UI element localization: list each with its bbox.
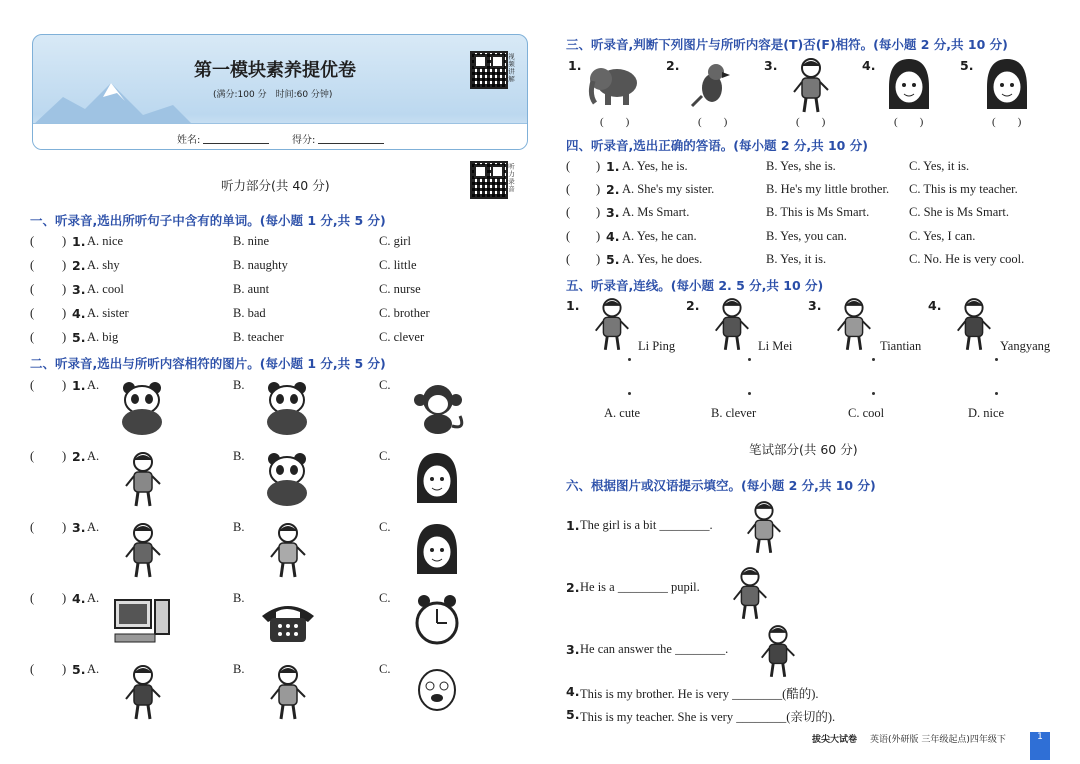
question-number: 1. [568, 58, 582, 73]
option-c[interactable]: C. clever [379, 330, 425, 344]
option-a[interactable]: A. Yes, he is. [622, 159, 688, 173]
option-b[interactable]: B. Yes, it is. [766, 251, 827, 266]
tf-answer-box[interactable]: ( ) [894, 116, 924, 128]
hint-picture-icon [742, 500, 786, 554]
question-number: 2. [606, 182, 620, 198]
match-word: D. nice [968, 406, 1005, 420]
question-number: 5. [960, 58, 974, 73]
alarm-clock-icon[interactable] [404, 591, 470, 651]
question-number: 2. [72, 258, 86, 273]
spiky-hair-boy-icon [976, 58, 1038, 112]
question-number: 1. [72, 234, 86, 249]
option-b[interactable]: B. [233, 378, 245, 392]
question-number: 3. [72, 282, 86, 297]
answer-paren-open: ( [30, 520, 35, 534]
option-b[interactable]: B. naughty [233, 258, 288, 272]
child-figure-icon [952, 298, 996, 350]
question-number: 3. [606, 205, 620, 221]
option-c[interactable]: C. No. He is very cool. [909, 251, 1025, 266]
answer-paren-open: ( [30, 258, 35, 272]
option-b[interactable]: B. [233, 520, 245, 534]
option-c[interactable]: C. nurse [379, 282, 421, 296]
video-qr-label: 视频讲解 [507, 53, 515, 83]
answer-paren-close: ) [62, 378, 67, 392]
exam-subtitle: (满分:100 分 时间:60 分钟) [213, 90, 333, 100]
option-c[interactable]: C. [379, 591, 391, 605]
name-label: 姓名: [177, 135, 201, 146]
child-figure-icon [832, 298, 876, 350]
telephone-icon[interactable] [255, 591, 321, 651]
answer-paren-close: ) [596, 228, 601, 243]
old-man-icon[interactable] [255, 662, 321, 722]
question-number: 2. [666, 58, 680, 73]
option-b[interactable]: B. He's my little brother. [766, 182, 890, 197]
option-a[interactable]: A. sister [87, 306, 129, 320]
person-name: Li Ping [638, 339, 676, 353]
option-b[interactable]: B. [233, 449, 245, 463]
answer-paren-close: ) [596, 205, 601, 220]
option-c[interactable]: C. [379, 520, 391, 534]
question-number: 1. [606, 159, 620, 174]
monkey-icon[interactable] [404, 378, 470, 438]
option-b[interactable]: B. Yes, she is. [766, 159, 836, 173]
option-c[interactable]: C. [379, 449, 391, 463]
name-score-bar [33, 123, 527, 150]
footer-brand: 拔尖大试卷 [812, 735, 858, 745]
option-c[interactable]: C. Yes, it is. [909, 159, 970, 173]
match-word: A. cute [604, 406, 641, 420]
fill-in-sentence[interactable]: This is my teacher. She is very ________(亲切的). [580, 710, 836, 724]
option-a[interactable]: A. cool [87, 282, 124, 296]
hint-picture-icon [756, 624, 800, 678]
question-number: 1. [566, 298, 580, 313]
question-number: 2. [72, 449, 86, 464]
option-b[interactable]: B. [233, 662, 245, 676]
answer-paren-open: ( [566, 205, 571, 220]
section6-title: 六、根据图片或汉语提示填空。(每小题 2 分,共 10 分) [566, 478, 876, 493]
option-a[interactable]: A. Yes, he does. [622, 251, 703, 266]
person-name: Li Mei [758, 339, 793, 353]
running-boy-icon[interactable] [110, 449, 176, 509]
option-c[interactable]: C. [379, 662, 391, 676]
audio-qr-label: 听力录音 [507, 163, 515, 193]
tf-answer-box[interactable]: ( ) [698, 116, 728, 128]
question-number: 2. [686, 298, 700, 313]
option-c[interactable]: C. brother [379, 306, 430, 320]
answer-paren-open: ( [30, 591, 35, 605]
panda-and-teacher-icon[interactable] [255, 449, 321, 509]
answer-paren-open: ( [566, 182, 571, 197]
question-number: 5. [72, 330, 86, 345]
fill-in-sentence[interactable]: He can answer the ________. [580, 642, 729, 656]
match-dot-bottom[interactable] [748, 392, 751, 395]
match-dot-bottom[interactable] [872, 392, 875, 395]
answer-paren-close: ) [62, 662, 67, 676]
option-b[interactable]: B. Yes, you can. [766, 228, 847, 243]
exam-title: 第一模块素养提优卷 [194, 60, 356, 81]
writing-heading: 笔试部分(共 60 分) [749, 442, 858, 457]
answer-paren-close: ) [62, 234, 67, 248]
answer-paren-open: ( [30, 330, 35, 344]
question-number: 2. [566, 580, 580, 595]
video-qr-code[interactable] [470, 51, 508, 89]
listening-heading: 听力部分(共 40 分) [221, 178, 330, 193]
girl-icon [780, 58, 842, 112]
woman-face-icon[interactable] [404, 520, 470, 580]
computer-icon[interactable] [110, 591, 176, 651]
answer-paren-close: ) [596, 159, 601, 173]
option-c[interactable]: C. [379, 378, 391, 392]
child-figure-icon [710, 298, 754, 350]
tf-answer-box[interactable]: ( ) [600, 116, 630, 128]
question-number: 4. [928, 298, 942, 313]
answer-paren-close: ) [62, 258, 67, 272]
question-number: 1. [72, 378, 86, 393]
boy-icon[interactable] [110, 520, 176, 580]
question-number: 3. [808, 298, 822, 313]
baby-icon[interactable] [404, 662, 470, 722]
option-a[interactable]: A. big [87, 330, 119, 344]
answer-paren-close: ) [596, 182, 601, 197]
footer-subject: 英语(外研版 三年级起点)四年级下 [870, 735, 1006, 745]
answer-paren-open: ( [566, 228, 571, 243]
option-b[interactable]: B. [233, 591, 245, 605]
match-dot-bottom[interactable] [995, 392, 998, 395]
section5-title: 五、听录音,连线。(每小题 2. 5 分,共 10 分) [566, 278, 824, 293]
option-a[interactable]: A. She's my sister. [622, 182, 715, 197]
question-number: 4. [72, 591, 86, 606]
girl-face-icon[interactable] [404, 449, 470, 509]
section2-title: 二、听录音,选出与所听内容相符的图片。(每小题 1 分,共 5 分) [30, 356, 386, 371]
answer-paren-open: ( [30, 662, 35, 676]
answer-paren-open: ( [30, 449, 35, 463]
panda-icon[interactable] [110, 378, 176, 438]
option-a[interactable]: A. Yes, he can. [622, 228, 697, 243]
man-icon[interactable] [110, 662, 176, 722]
panda-and-girl-icon[interactable] [255, 378, 321, 438]
option-a[interactable]: A. [87, 591, 100, 605]
answer-paren-open: ( [30, 282, 35, 296]
answer-paren-close: ) [62, 591, 67, 605]
answer-paren-close: ) [62, 330, 67, 344]
answer-paren-open: ( [30, 378, 35, 392]
question-number: 3. [566, 642, 580, 657]
question-number: 5. [72, 662, 86, 677]
match-dot-bottom[interactable] [628, 392, 631, 395]
option-b[interactable]: B. aunt [233, 282, 270, 296]
fill-in-sentence[interactable]: The girl is a bit ________. [580, 518, 713, 532]
option-c[interactable]: C. little [379, 258, 417, 272]
question-number: 4. [72, 306, 86, 321]
question-number: 4. [606, 228, 620, 244]
answer-paren-open: ( [30, 306, 35, 320]
fill-in-sentence[interactable]: This is my brother. He is very ________(酷的). [580, 687, 819, 701]
hint-picture-icon [728, 566, 772, 620]
option-a[interactable]: A. [87, 449, 100, 463]
tf-answer-box[interactable]: ( ) [992, 116, 1022, 128]
option-b[interactable]: B. nine [233, 234, 270, 248]
page-number-tab [1030, 732, 1050, 760]
score-label: 得分: [292, 135, 316, 146]
option-a[interactable]: A. Ms Smart. [622, 205, 690, 220]
question-number: 4. [862, 58, 876, 73]
match-dot-top[interactable] [872, 358, 875, 361]
option-b[interactable]: B. teacher [233, 330, 284, 344]
score-field[interactable] [318, 143, 384, 144]
option-a[interactable]: A. [87, 662, 100, 676]
match-word: B. clever [711, 406, 757, 420]
audio-qr-code[interactable] [470, 161, 508, 199]
answer-paren-open: ( [566, 251, 571, 266]
option-b[interactable]: B. This is Ms Smart. [766, 205, 870, 220]
question-number: 4. [566, 684, 580, 699]
parrot-icon [682, 58, 744, 112]
option-c[interactable]: C. This is my teacher. [909, 182, 1018, 197]
question-number: 5. [566, 707, 580, 722]
answer-paren-close: ) [62, 520, 67, 534]
option-a[interactable]: A. [87, 520, 100, 534]
section1-title: 一、听录音,选出所听句子中含有的单词。(每小题 1 分,共 5 分) [30, 213, 386, 228]
option-c[interactable]: C. She is Ms Smart. [909, 205, 1010, 220]
mother-and-child-icon[interactable] [255, 520, 321, 580]
answer-paren-close: ) [596, 251, 601, 266]
match-dot-top[interactable] [628, 358, 631, 361]
match-dot-top[interactable] [748, 358, 751, 361]
option-a[interactable]: A. [87, 378, 100, 392]
question-number: 5. [606, 251, 620, 267]
name-field[interactable] [203, 143, 269, 144]
option-c[interactable]: C. girl [379, 234, 411, 248]
option-c[interactable]: C. Yes, I can. [909, 228, 976, 243]
option-b[interactable]: B. bad [233, 306, 266, 320]
person-name: Tiantian [880, 339, 922, 353]
section4-title: 四、听录音,选出正确的答语。(每小题 2 分,共 10 分) [566, 138, 868, 153]
question-number: 3. [72, 520, 86, 535]
tf-answer-box[interactable]: ( ) [796, 116, 826, 128]
child-figure-icon [590, 298, 634, 350]
match-word: C. cool [848, 406, 885, 420]
answer-paren-open: ( [566, 159, 571, 173]
answer-paren-close: ) [62, 282, 67, 296]
answer-paren-close: ) [62, 306, 67, 320]
fill-in-sentence[interactable]: He is a ________ pupil. [580, 580, 700, 594]
page-number: 1 [1037, 732, 1043, 742]
answer-paren-close: ) [62, 449, 67, 463]
question-number: 3. [764, 58, 778, 73]
option-a[interactable]: A. shy [87, 258, 120, 272]
answer-paren-open: ( [30, 234, 35, 248]
mountain-illustration [33, 75, 193, 125]
match-dot-top[interactable] [995, 358, 998, 361]
woman-icon [878, 58, 940, 112]
person-name: Yangyang [1000, 339, 1051, 353]
elephant-icon [584, 58, 646, 112]
option-a[interactable]: A. nice [87, 234, 124, 248]
section3-title: 三、听录音,判断下列图片与所听内容是(T)否(F)相符。(每小题 2 分,共 10 分) [566, 37, 1008, 52]
question-number: 1. [566, 518, 580, 533]
